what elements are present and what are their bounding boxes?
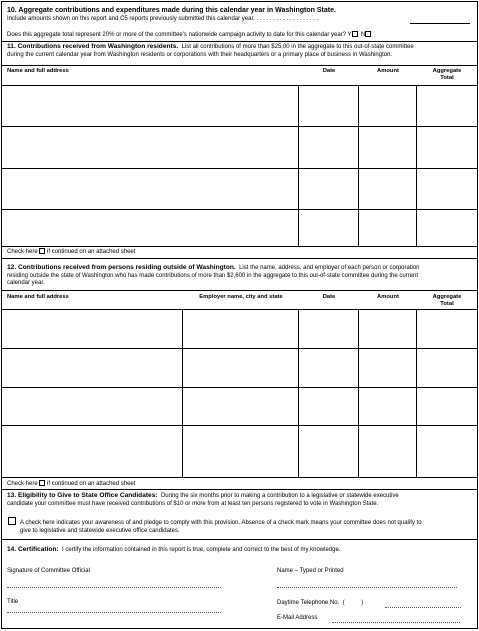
section-13-desc-b: candidate your committee must have received contributions of $10 or more from at least ten persons registered to vote in Washington State. <box>7 500 379 507</box>
s12-table <box>2 309 477 478</box>
table-row-divider <box>2 425 477 426</box>
s13-pledge-text <box>20 520 474 535</box>
s13-pledge-checkbox[interactable] <box>8 517 16 525</box>
section-11-title: 11. Contributions received from Washington residents. <box>7 43 179 50</box>
name-printed-field[interactable] <box>277 587 457 588</box>
section-13-desc-a: During the six months prior to making a contribution to a legislative or statewide executive <box>160 493 399 499</box>
table-row-divider <box>2 126 477 127</box>
section-10-title: 10. Aggregate contributions and expenditures made during this calendar year in Washington State. <box>7 7 336 14</box>
s12-check-post: if continued on an attached sheet <box>47 481 136 487</box>
s12-continued-checkbox[interactable] <box>39 480 45 486</box>
table-col-divider <box>416 86 417 246</box>
section-12-title: 12. Contributions received from persons residing outside of Washington. <box>7 264 236 271</box>
s13-check-b: give to legislative and statewide executive office candidates. <box>20 527 180 534</box>
email-field[interactable] <box>332 622 460 623</box>
s12-continued <box>7 480 135 489</box>
signature-field[interactable] <box>7 587 221 588</box>
s12-col-aggregate-2: Total <box>440 300 454 307</box>
s11-col-date: Date <box>322 68 336 74</box>
section-11-desc-a: List all contributions of more than $25.00 in the aggregate to this out-of-state committee <box>181 44 414 50</box>
aggregate-amount-field[interactable] <box>410 23 470 24</box>
table-row-divider <box>2 348 477 349</box>
phone-field[interactable] <box>385 607 461 608</box>
s12-col-date: Date <box>322 294 336 300</box>
section-12-desc-a: List the name, address, and employer of each person or corporation <box>239 265 420 271</box>
s11-col-amount: Amount <box>377 68 399 74</box>
table-col-divider <box>298 86 299 246</box>
section-12-description <box>7 264 473 288</box>
section-14-description <box>7 546 341 555</box>
s12-col-name: Name and full address <box>7 294 69 300</box>
divider <box>2 290 477 291</box>
yes-checkbox[interactable] <box>352 31 358 37</box>
section-13-description <box>7 492 473 508</box>
table-row-divider <box>2 209 477 210</box>
s12-col-amount: Amount <box>377 294 399 300</box>
section-10-question-text: Does this aggregate total represent 20% or more of the committee's nationwide campaign activity to date for this calendar year? Y <box>7 32 352 38</box>
s11-check-post: if continued on an attached sheet <box>47 249 136 255</box>
s11-col-aggregate <box>417 68 477 81</box>
signature-label: Signature of Committee Official <box>7 568 90 574</box>
table-col-divider <box>298 310 299 477</box>
no-label: N <box>360 32 366 38</box>
s11-col-name: Name and full address <box>7 68 69 74</box>
section-10-line1: Include amounts shown on this report and C5 reports previously submitted this calendar year. . . . . . . . . . . . . . . . . . . . <box>7 16 319 22</box>
s11-col-aggregate-1: Aggregate <box>432 68 462 74</box>
table-col-divider <box>182 310 183 477</box>
divider <box>2 65 477 66</box>
table-col-divider <box>358 310 359 477</box>
divider <box>2 41 477 42</box>
s12-col-employer: Employer name, city and state <box>199 294 283 300</box>
section-12-desc-b: residing outside the state of Washington who has made contributions of more than $2,600 in the aggregate to this out-of-state committee during the current <box>7 272 419 279</box>
title-label: Title <box>7 599 19 605</box>
section-10-question <box>7 31 371 40</box>
section-11-desc-b: during the current calendar year from Washington residents or corporations with their headquarters or a primary place of business in Washington. <box>7 51 393 58</box>
table-row-divider <box>2 387 477 388</box>
name-printed-label: Name – Typed or Printed <box>277 568 344 574</box>
email-label: E-Mail Address <box>277 615 318 621</box>
s12-check-pre: Check here <box>7 481 38 487</box>
divider <box>2 258 477 259</box>
table-col-divider <box>416 310 417 477</box>
s13-check-a: A check here indicates your awareness of and pledge to comply with this provision. Absence of a check mark means your committee does not qualify to <box>20 520 422 526</box>
table-row-divider <box>2 168 477 169</box>
s11-col-aggregate-2: Total <box>440 74 454 81</box>
phone-label: Daytime Telephone No. ( ) <box>277 600 364 606</box>
s11-continued <box>7 248 135 257</box>
divider <box>2 489 477 490</box>
title-field[interactable] <box>7 612 221 613</box>
divider <box>2 539 477 540</box>
section-12-desc-c: calendar year. <box>7 280 45 286</box>
form-page <box>1 1 478 629</box>
section-14-desc: I certify the information contained in this report is true, complete and correct to the best of my knowledge. <box>62 547 341 553</box>
section-13-title: 13. Eligibility to Give to State Office Candidates: <box>7 492 158 499</box>
s11-table <box>2 85 477 247</box>
table-col-divider <box>358 86 359 246</box>
section-14-title: 14. Certification: <box>7 546 59 553</box>
no-checkbox[interactable] <box>365 31 371 37</box>
s12-col-aggregate-1: Aggregate <box>432 294 462 300</box>
s11-continued-checkbox[interactable] <box>39 248 45 254</box>
section-11-description <box>7 43 473 59</box>
s11-check-pre: Check here <box>7 249 38 255</box>
s12-col-aggregate <box>417 294 477 307</box>
